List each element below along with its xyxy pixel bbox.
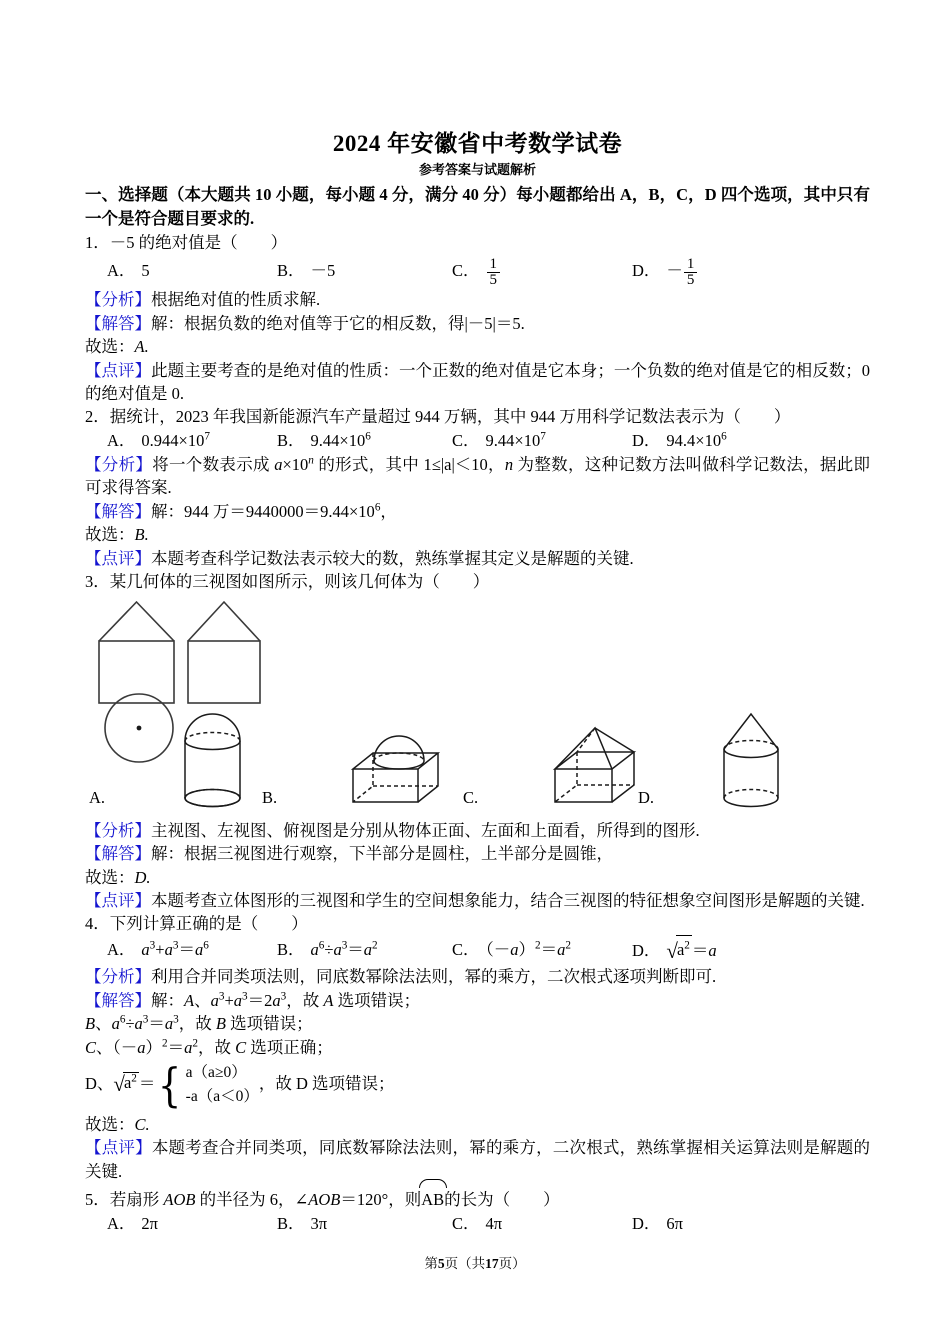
q5-option-d[interactable]: D． 6π [632,1214,684,1234]
q4-solution-d: D、$√a^2$ ＝ { a（a≥0） -a（a＜0） ，故 D 选项错误； [85,1057,395,1112]
question-5-stem: 5．若扇形 AOB 的半径为 6，∠AOB＝120°，则 AB的长为（ ） [85,1183,870,1212]
q2-option-a[interactable]: A． $0.944\times 10^7$ [107,430,210,451]
q2-solution: 【解答】解：944 万$=9440000=9.44\times 10^6$， [85,501,397,521]
q2-number: 2． [85,407,110,427]
q4-option-d[interactable]: D． $√a^2 =a$ [632,936,717,965]
q5-option-c[interactable]: C． 4π [452,1214,503,1234]
q2-text: 据统计，2023 年我国新能源汽车产量超过 944 万辆，其中 944 万用科学记数法表示为（ ） [109,407,791,427]
analysis-tag: 【分析】 [85,820,151,840]
q1-number: 1． [85,233,110,253]
q1-option-a[interactable]: A． 5 [107,260,150,280]
page-title: 2024 年安徽省中考数学试卷 [332,131,623,156]
page-content [85,130,870,1236]
side-view-shape [188,602,260,703]
q5-option-b[interactable]: B． 3π [277,1214,328,1234]
q4-number: 4． [85,914,110,934]
option-d-solid [724,714,778,807]
question-4-options [85,936,870,965]
q1-option-b[interactable]: B． －5 [277,260,336,280]
q4-analysis: 【分析】利用合并同类项法则，同底数幂除法法则，幂的乘方，二次根式逐项判断即可. [85,967,717,987]
question-2-options [85,429,870,453]
analysis-tag: 【分析】 [85,290,151,310]
solution-tag: 【解答】 [85,844,151,864]
q2-analysis: 【分析】将一个数表示成 $a\times 10^n$ 的形式，其中 1≤|a|＜10，n 为整数，这种记数方法叫做科学记数法，据此即可求得答案. [85,454,871,498]
q4-solution-c: C、$(-a)^2=a^2$，故 C 选项正确； [85,1037,333,1057]
solution-tag: 【解答】 [85,501,151,521]
option-a-solid [185,714,240,807]
q2-comment: 【点评】本题考查科学记数法表示较大的数，熟练掌握其定义是解题的关键. [85,548,634,568]
q3-solution: 【解答】解：根据三视图进行观察，下半部分是圆柱，上半部分是圆锥， [85,844,613,864]
q3-comment: 【点评】本题考查立体图形的三视图和学生的空间想象能力，结合三视图的特征想象空间图形是解题的关键. [85,891,865,911]
q2-answer: 故选：B. [85,525,149,545]
q3-number: 3． [85,572,110,592]
fraction-neg-one-fifth: $\frac{1}{5}$ [684,257,698,289]
solution-tag: 【解答】 [85,313,151,333]
q3-figure-label-d: D. [638,787,655,807]
q2-option-b[interactable]: B． $9.44\times 10^6$ [277,430,371,451]
q1-comment: 【点评】此题主要考查的是绝对值的性质：一个正数的绝对值是它本身；一个负数的绝对值是它的相反数；0 的绝对值是 0. [85,360,871,404]
q3-answer: 故选：D. [85,867,151,887]
formula-a-times-ten-n: a [274,454,283,474]
three-view-and-options-svg [85,594,805,819]
q4-comment: 【点评】本题考查合并同类项，同底数幂除法法则，幂的乘方，二次根式，熟练掌握相关运算法则是解题的关键. [85,1138,871,1181]
radical-a-squared: $√a^2$ [113,1071,137,1096]
q2-option-d[interactable]: D． $94.4\times 10^6$ [632,430,727,451]
solution-tag: 【解答】 [85,990,151,1010]
q2-option-c[interactable]: C． $9.44\times 10^7$ [452,430,546,451]
footer-total-pages: 17 [485,1256,499,1271]
arc-ab-notation: AB [421,1183,444,1212]
q4-text: 下列计算正确的是（ ） [109,914,308,934]
q1-solution: 【解答】解：根据负数的绝对值等于它的相反数，得|－5|＝5. [85,313,525,333]
q4-solution-a: 【解答】解：A、$a^3+a^3=2a^3$，故 A 选项错误； [85,990,421,1010]
q3-figure-label-a: A. [89,787,106,807]
q3-figure-label-c: C. [463,787,479,807]
q5-option-a[interactable]: A． 2π [107,1214,159,1234]
q4-option-a[interactable]: A． $a^3+a^3=a^6$ [107,939,209,960]
comment-tag: 【点评】 [85,360,152,380]
q4-option-b[interactable]: B． $a^6\div a^3=a^2$ [277,939,378,960]
page-subtitle: 参考答案与试题解析 [418,161,536,177]
section-heading: 一、选择题（本大题共 10 小题，每小题 4 分，满分 40 分）每小题都给出 A，B，C，D 四个选项，其中只有一个是符合题目要求的. [85,185,870,228]
analysis-tag: 【分析】 [85,967,151,987]
radical-a-squared: $√a^2$ [666,936,691,965]
comment-tag: 【点评】 [85,1138,152,1158]
question-2-stem [85,405,870,429]
q1-text: －5 的绝对值是（ ） [109,233,288,253]
q4-answer: 故选：C. [85,1115,150,1134]
q1-option-d[interactable]: D． － $\frac{1}{5}$ [632,255,698,289]
top-view-shape [105,694,173,762]
question-5-options [85,1212,870,1236]
option-c-solid [555,728,634,802]
q3-analysis: 【分析】主视图、左视图、俯视图是分别从物体正面、左面和上面看，所得到的图形. [85,820,700,840]
option-b-solid [353,736,438,802]
piecewise-definition: { a（a≥0） -a（a＜0） [158,1057,259,1112]
comment-tag: 【点评】 [85,891,151,911]
question-3-stem [85,570,870,594]
fraction-one-fifth: $\frac{1}{5}$ [487,257,501,289]
three-view-figure-group [85,594,870,819]
q4-option-c[interactable]: C． $(-a)^2=a^2$ [452,939,571,960]
q3-figure-label-b: B. [262,787,278,807]
question-1-stem [85,231,870,255]
q4-solution-b: B、$a^6\div a^3=a^3$，故 B 选项错误； [85,1013,313,1034]
question-4-stem [85,912,870,936]
analysis-tag: 【分析】 [85,454,153,474]
arc-icon [419,1179,447,1188]
footer-page-number: 5 [437,1256,445,1271]
front-view-shape [99,602,174,703]
page-footer: 第5页（共17页） [424,1256,526,1271]
q1-analysis: 【分析】根据绝对值的性质求解. [85,290,321,310]
q1-option-c[interactable]: C． $\frac{1}{5}$ [452,255,632,289]
q3-text: 某几何体的三视图如图所示，则该几何体为（ ） [109,572,490,592]
question-1-options [85,255,870,289]
q5-number: 5． [85,1190,110,1210]
comment-tag: 【点评】 [85,548,151,568]
q1-answer: 故选：A. [85,337,149,357]
